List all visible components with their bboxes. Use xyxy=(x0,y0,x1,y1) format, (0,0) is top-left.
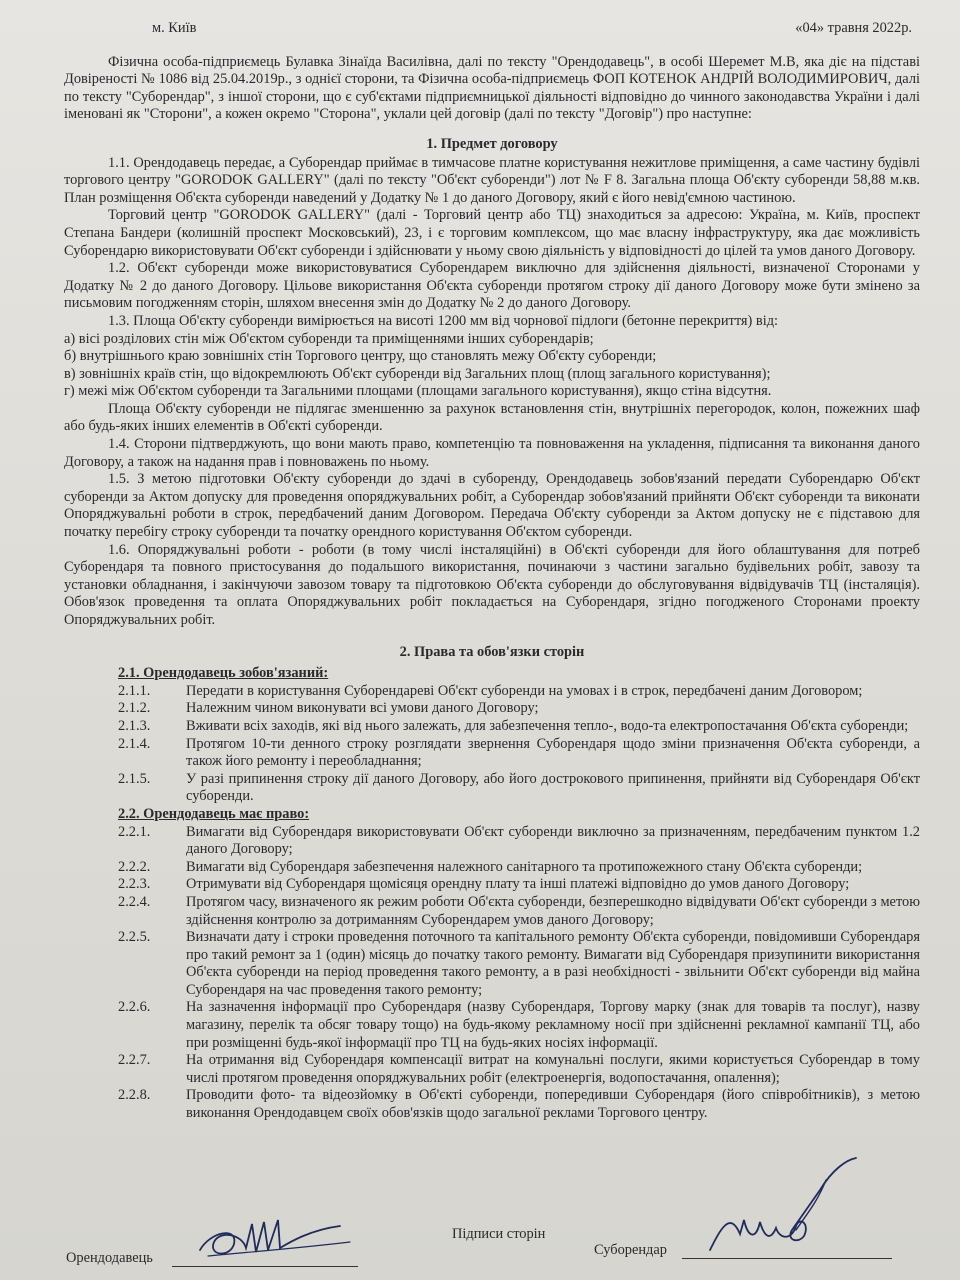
clause-item xyxy=(64,718,920,736)
clause-text: Визначати дату і строки проведення поточного та капітального ремонту Об'єкта суборенди, повідомивши Суборендаря про такий ремонт за 1 (один) місяць до початку такого ремонту. Вимагати від Суборендаря призупинити використання Об'єкта суборенди на період проведення такого ремонту, а в разі необхідності - звільнити Об'єкт суборенди від майна Суборендаря на час проведення такого ремонту; xyxy=(186,929,920,998)
clause-1-3-note: Площа Об'єкту суборенди не підлягає зменшенню за рахунок встановлення стін, внутрішніх перегородок, колон, пожежних шаф або будь-яких інших елементів в Об'єкті суборенди. xyxy=(64,400,920,435)
clause-number: 2.2.1. xyxy=(118,823,151,840)
clause-item xyxy=(64,999,920,1052)
clause-item xyxy=(64,929,920,999)
clause-number: 2.1.2. xyxy=(118,700,151,717)
date: «04» травня 2022р. xyxy=(795,20,912,36)
subsection-2-2-title: 2.2. Орендодавець має право: xyxy=(118,805,310,822)
clause-number: 2.2.2. xyxy=(118,858,151,875)
clause-text: Протягом 10-ти денного строку розглядати звернення Суборендаря щодо зміни призначення Об'єкта суборенди, а також його ремонту і переобладнання; xyxy=(186,735,920,770)
clause-number: 2.2.5. xyxy=(118,929,151,946)
signatures-title: Підписи сторін xyxy=(452,1226,546,1242)
clause-1-3: 1.3. Площа Об'єкту суборенди вимірюється на висоті 1200 мм від чорнової підлоги (бетонне перекриття) від: xyxy=(108,312,779,329)
clause-number: 2.2.3. xyxy=(118,876,151,893)
clause-text: Вимагати від Суборендаря забезпечення належного санітарного та протипожежного стану Об'єкта суборенди; xyxy=(186,858,863,875)
clause-item xyxy=(64,736,920,771)
list-item: в) зовнішніх країв стін, що відокремлюють Об'єкт суборенди від Загальних площ (площ загального користування); xyxy=(64,365,771,382)
tenant-signature-icon xyxy=(700,1150,870,1260)
landlord-signature-icon xyxy=(190,1212,360,1272)
clause-1-4: 1.4. Сторони підтверджують, що вони мають право, компетенцію та повноваження на укладення, підписання та виконання даного Договору, а також на надання прав і повноважень по ньому. xyxy=(64,436,920,470)
clause-text: Передати в користування Суборендареві Об'єкт суборенди на умовах і в строк, передбачені даним Договором; xyxy=(186,682,863,699)
intro-paragraph: Фізична особа-підприємець Булавка Зінаїда Василівна, далі по тексту "Орендодавець", в особі Шеремет М.В, яка діє на підставі Довіреності № 1086 від 25.04.2019р., з однієї сторони, та Фізична особа-підприємець ФОП КОТЕНОК АНДРІЙ ВОЛОДИМИРОВИЧ, далі по тексту "Суборендар", з іншої сторони, що є суб'єктами підприємницької діяльності відповідно до чинного законодавства України і далі іменовані як "Сторони", а кожен окремо "Сторона", уклали цей договір (далі по тексту "Договір") про наступне: xyxy=(64,53,920,123)
tenant-signature-line xyxy=(682,1258,892,1259)
clause-item xyxy=(64,894,920,929)
clause-item xyxy=(64,683,920,701)
clause-number: 2.1.3. xyxy=(118,717,151,734)
clause-item xyxy=(64,771,920,806)
clause-text: У разі припинення строку дії даного Договору, або його дострокового припинення, прийняти від Суборендаря Об'єкт суборенди. xyxy=(186,770,920,805)
section-1-title: 1. Предмет договору xyxy=(426,135,558,152)
clause-1-1-address: Торговий центр "GORODOK GALLERY" (далі - Торговий центр або ТЦ) знаходиться за адресою: Україна, м. Київ, проспект Степана Бандери (колишній проспект Московський), 23, і є торговим комплексом, що має власну інфраструктуру, яка дає можливість Суборендарю використовувати Об'єкт суборенди і здійснювати у ньому свою діяльність у відповідності до цілей та умов даного Договору. xyxy=(64,207,920,259)
clause-item xyxy=(64,859,920,877)
clause-text: На зазначення інформації про Суборендаря (назву Суборендаря, Торгову марку (знак для товарів та послуг), назву магазину, перелік та обсяг товару тощо) на будь-якому рекламному носії при здійсненні рекламної кампанії ТЦ, або при розміщенні будь-якої інформації про ТЦ на будь-яких носіях інформації. xyxy=(186,999,920,1051)
clause-1-1: 1.1. Орендодавець передає, а Суборендар приймає в тимчасове платне користування нежитлове приміщення, а саме частину будівлі торгового центру "GORODOK GALLERY" (далі по тексту "Об'єкт суборенди") лот № F 8. Загальна площа Об'єкту суборенди 58,88 м.кв. План розміщення Об'єкта суборенди наведений у Додатку № 1 до даного Договору, який є його невід'ємною частиною. xyxy=(64,154,920,206)
city: м. Київ xyxy=(152,20,197,36)
clause-1-5: 1.5. З метою підготовки Об'єкту суборенди до здачі в суборенду, Орендодавець зобов'язаний передати Суборендарю Об'єкт суборенди за Актом допуску для проведення опоряджувальних робіт, а Суборендар зобов'язаний прийняти Об'єкт суборенди та виконати Опоряджувальні роботи в строк, передбачений даним Договором. Передача Об'єкту суборенди за Актом допуску не є підставою для початку перебігу строку суборенди та початку орендного користування Об'єктом суборенди. xyxy=(64,471,920,541)
clause-number: 2.2.8. xyxy=(118,1087,151,1104)
tenant-label: Суборендар xyxy=(594,1242,667,1258)
clause-text: Вживати всіх заходів, які від нього залежать, для забезпечення тепло-, водо-та електропостачання Об'єкта суборенди; xyxy=(186,717,909,734)
clause-text: Протягом часу, визначеного як режим роботи Об'єкта суборенди, безперешкодно відвідувати Об'єкт суборенди з метою здійснення контролю за дотриманням Суборендарем умов даного Договору; xyxy=(186,893,920,928)
landlord-signature-line xyxy=(172,1266,358,1267)
list-item: а) вісі розділових стін між Об'єктом суборенди та приміщеннями інших суборендарів; xyxy=(64,330,594,347)
clause-1-6: 1.6. Опоряджувальні роботи - роботи (в тому числі інсталяційні) в Об'єкті суборенди для його облаштування для потреб Суборендаря та повного пристосування до подальшого використання, починаючи з частини загально будівельних робіт, завозу та установки обладнання, і закінчуючи завозом товару та підготовкою Об'єкта суборенди до обслуговування відвідувачів ТЦ (інсталяція). Обов'язок проведення та оплата Опоряджувальних робіт покладається на Суборендаря, згідно погодженого Сторонами проекту Опоряджувальних робіт. xyxy=(64,541,920,628)
clause-text: Проводити фото- та відеозйомку в Об'єкті суборенди, попередивши Суборендаря (його співробітників), з метою виконання Орендодавцем своїх обов'язків щодо загальної реклами Торгового центру. xyxy=(186,1087,920,1122)
clause-number: 2.2.4. xyxy=(118,893,151,910)
list-item: г) межі між Об'єктом суборенди та Загальними площами (площами загального користування), якщо стіна відсутня. xyxy=(64,383,772,400)
section-2-title: 2. Права та обов'язки сторін xyxy=(399,643,585,660)
contract-body xyxy=(64,20,920,1123)
header xyxy=(64,20,920,38)
subsection-2-1-title: 2.1. Орендодавець зобов'язаний: xyxy=(118,665,329,682)
clause-item xyxy=(64,876,920,894)
clause-item xyxy=(64,824,920,859)
clause-item xyxy=(64,1052,920,1087)
clause-number: 2.1.4. xyxy=(118,735,151,752)
clause-text: На отримання від Суборендаря компенсації витрат на комунальні послуги, якими користується Суборендар в тому числі протягом проведення опоряджувальних робіт (електроенергія, водопостачання, опалення); xyxy=(186,1052,920,1086)
clause-item xyxy=(64,1087,920,1122)
clause-number: 2.2.7. xyxy=(118,1052,151,1069)
clause-text: Вимагати від Суборендаря використовувати Об'єкт суборенди виключно за призначенням, передбаченим пунктом 1.2 даного Договору; xyxy=(186,823,920,858)
clause-number: 2.1.1. xyxy=(118,682,151,699)
clause-text: Отримувати від Суборендаря щомісяця орендну плату та інші платежі відповідно до умов даного Договору; xyxy=(186,876,850,893)
list-item: б) внутрішнього краю зовнішніх стін Торгового центру, що становлять межу Об'єкту суборенди; xyxy=(64,348,657,365)
clause-text: Належним чином виконувати всі умови даного Договору; xyxy=(186,700,539,717)
clause-1-2: 1.2. Об'єкт суборенди може використовуватися Суборендарем виключно для здійснення діяльності, визначеної Сторонами у Додатку № 2 до даного Договору. Цільове використання Об'єкта суборенди протягом строку дії даного Договору може бути змінено за письмовим погодженням сторін, шляхом внесення змін до Додатку № 2 до даного Договору. xyxy=(64,260,920,312)
clause-number: 2.1.5. xyxy=(118,770,151,787)
clause-item xyxy=(64,700,920,718)
landlord-label: Орендодавець xyxy=(66,1250,153,1266)
clause-number: 2.2.6. xyxy=(118,999,151,1016)
